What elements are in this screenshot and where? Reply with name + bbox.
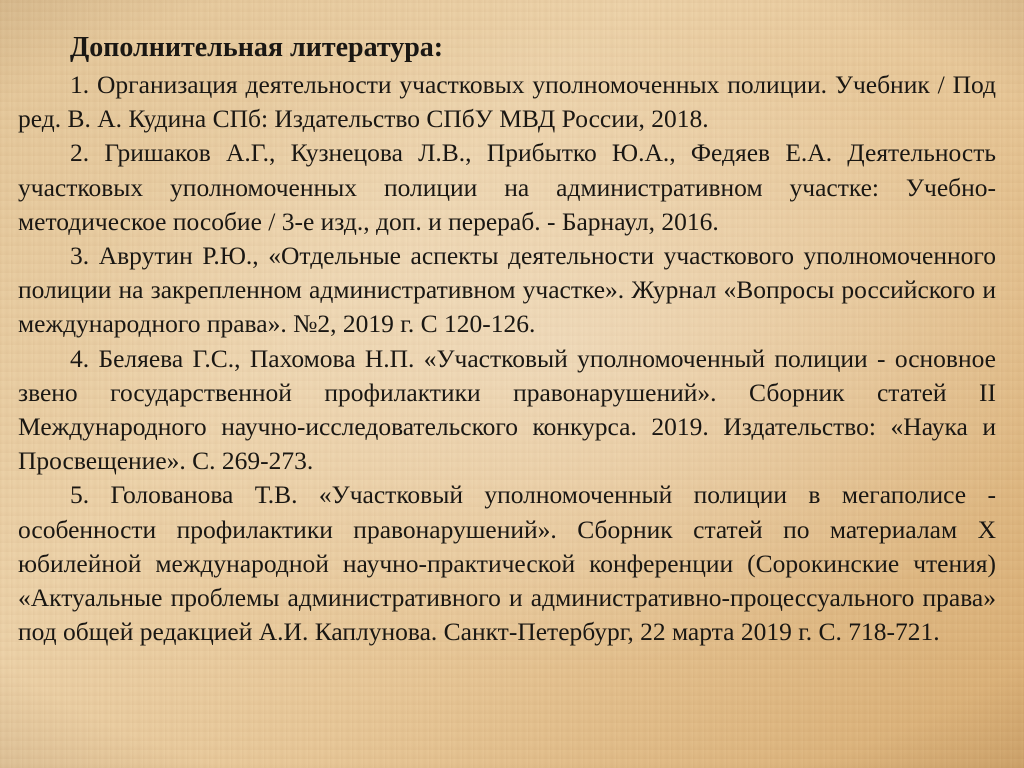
reference-item-1: 1. Организация деятельности участковых уполномоченных полиции. Учебник / Под ред. В. А. Кудина СПб: Издательство СПбУ МВД России, 2018. bbox=[18, 70, 996, 134]
reference-item-4: 4. Беляева Г.С., Пахомова Н.П. «Участковый уполномоченный полиции - основное звено государственной профилактики правонарушений». Сборник статей II Международного научно-исследовательского конкурса. 2019. Издательство: «Наука и Просвещение». С. 269-273. bbox=[18, 343, 996, 476]
page-title: Дополнительная литература: bbox=[70, 32, 444, 63]
slide-content bbox=[18, 30, 996, 649]
reference-item-2: 2. Гришаков А.Г., Кузнецова Л.В., Прибытко Ю.А., Федяев Е.А. Деятельность участковых уполномоченных полиции на административном участке: Учебно-методическое пособие / 3-е изд., доп. и перераб. - Барнаул, 2016. bbox=[18, 138, 996, 236]
reference-item-5: 5. Голованова Т.В. «Участковый уполномоченный полиции в мегаполисе - особенности профилактики правонарушений». Сборник статей по материалам X юбилейной международной научно-практической конференции (Сорокинские чтения) «Актуальные проблемы административного и административно-процессуального права» под общей редакцией А.И. Каплунова. Санкт-Петербург, 22 марта 2019 г. С. 718-721. bbox=[18, 480, 996, 647]
reference-item-3: 3. Аврутин Р.Ю., «Отдельные аспекты деятельности участкового уполномоченного полиции на закрепленном административном участке». Журнал «Вопросы российского и международного права». №2, 2019 г. С 120-126. bbox=[18, 241, 996, 339]
